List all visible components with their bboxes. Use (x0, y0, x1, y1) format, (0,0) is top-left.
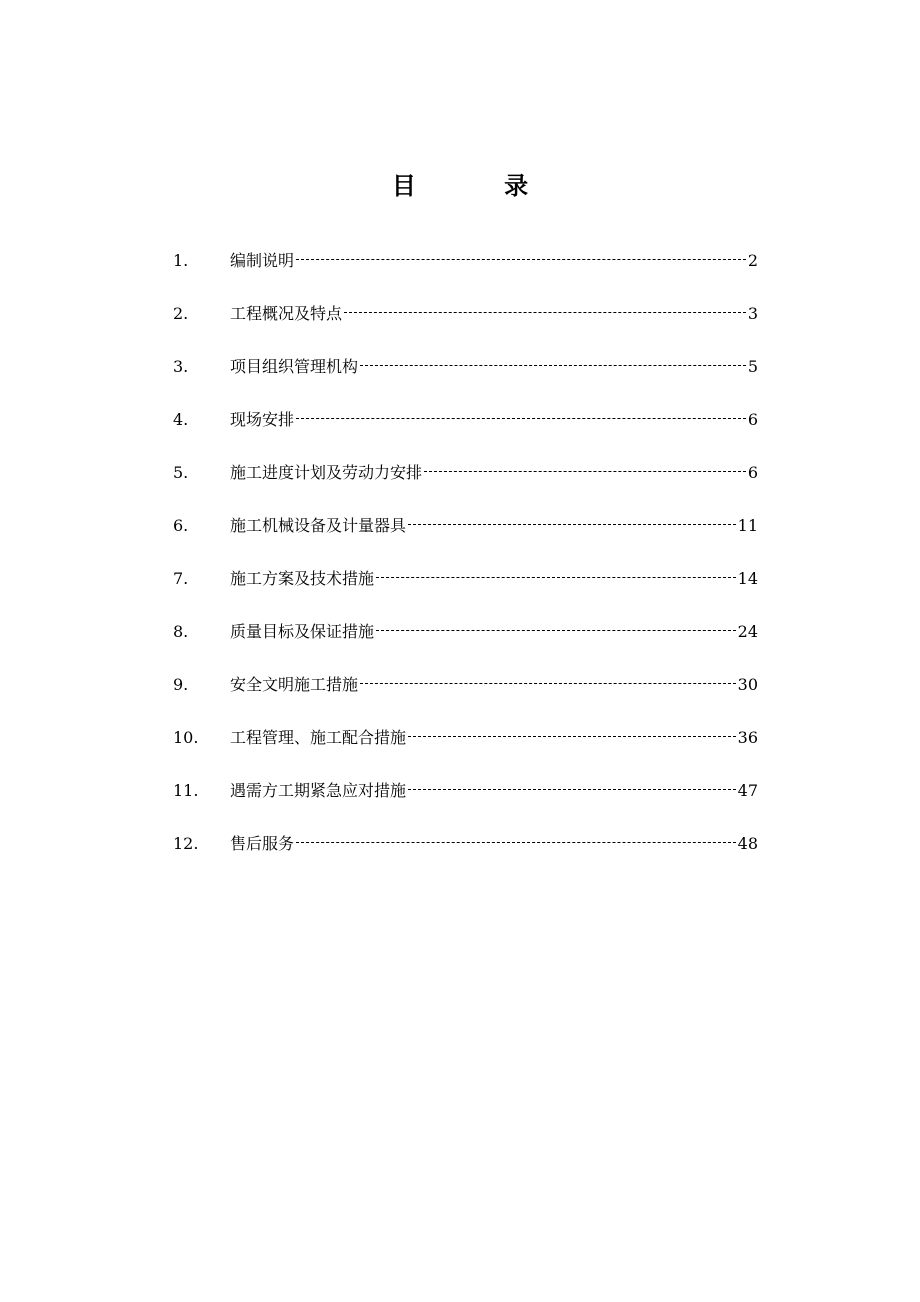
toc-entry-page: 47 (737, 781, 758, 800)
toc-entry-page: 6 (747, 463, 758, 482)
toc-entry-number: 6. (173, 516, 189, 535)
toc-entry-page: 6 (747, 410, 758, 429)
toc-entry[interactable] (173, 248, 758, 301)
toc-entry-title: 质量目标及保证措施 (230, 622, 375, 641)
toc-entry[interactable] (173, 725, 758, 778)
toc-entry-page: 14 (737, 569, 758, 588)
toc-entry[interactable] (173, 354, 758, 407)
table-of-contents (173, 248, 758, 884)
toc-entry-page: 5 (747, 357, 758, 376)
toc-entry[interactable] (173, 460, 758, 513)
toc-entry-title: 遇需方工期紧急应对措施 (230, 781, 407, 800)
toc-entry-number: 8. (173, 622, 189, 641)
toc-entry-title: 安全文明施工措施 (230, 675, 359, 694)
toc-entry-title: 施工方案及技术措施 (230, 569, 375, 588)
toc-entry[interactable] (173, 778, 758, 831)
toc-entry-number: 1. (173, 251, 189, 270)
toc-entry-title: 编制说明 (230, 251, 295, 270)
toc-entry-number: 9. (173, 675, 189, 694)
toc-leader-dashes (376, 630, 736, 631)
toc-entry[interactable] (173, 831, 758, 884)
toc-entry[interactable] (173, 619, 758, 672)
toc-entry-title: 施工机械设备及计量器具 (230, 516, 407, 535)
toc-entry[interactable] (173, 301, 758, 354)
toc-leader-dashes (296, 418, 746, 419)
toc-leader-dashes (408, 736, 736, 737)
toc-entry-title: 售后服务 (230, 834, 295, 853)
toc-entry-page: 24 (737, 622, 758, 641)
page-title: 目 录 (391, 172, 569, 200)
toc-entry[interactable] (173, 407, 758, 460)
toc-entry-page: 30 (737, 675, 758, 694)
toc-entry-page: 48 (737, 834, 758, 853)
toc-entry-number: 11. (173, 781, 199, 800)
toc-entry-page: 3 (747, 304, 758, 323)
toc-leader-dashes (360, 683, 736, 684)
toc-entry-title: 工程管理、施工配合措施 (230, 728, 407, 747)
toc-entry-number: 2. (173, 304, 189, 323)
toc-entry-page: 2 (747, 251, 758, 270)
toc-entry-title: 施工进度计划及劳动力安排 (230, 463, 423, 482)
toc-leader-dashes (296, 842, 736, 843)
toc-entry[interactable] (173, 513, 758, 566)
toc-leader-dashes (344, 312, 746, 313)
toc-leader-dashes (408, 789, 736, 790)
toc-entry[interactable] (173, 566, 758, 619)
toc-entry-title: 项目组织管理机构 (230, 357, 359, 376)
toc-entry-number: 7. (173, 569, 189, 588)
toc-leader-dashes (424, 471, 746, 472)
toc-leader-dashes (408, 524, 736, 525)
toc-entry-title: 工程概况及特点 (230, 304, 343, 323)
toc-entry-number: 12. (173, 834, 199, 853)
toc-entry-number: 4. (173, 410, 189, 429)
toc-entry-page: 11 (737, 516, 758, 535)
toc-entry-number: 10. (173, 728, 199, 747)
toc-leader-dashes (376, 577, 736, 578)
toc-entry-page: 36 (737, 728, 758, 747)
toc-entry-number: 5. (173, 463, 189, 482)
toc-entry-number: 3. (173, 357, 189, 376)
toc-leader-dashes (296, 259, 746, 260)
toc-entry-title: 现场安排 (230, 410, 295, 429)
toc-leader-dashes (360, 365, 746, 366)
toc-entry[interactable] (173, 672, 758, 725)
